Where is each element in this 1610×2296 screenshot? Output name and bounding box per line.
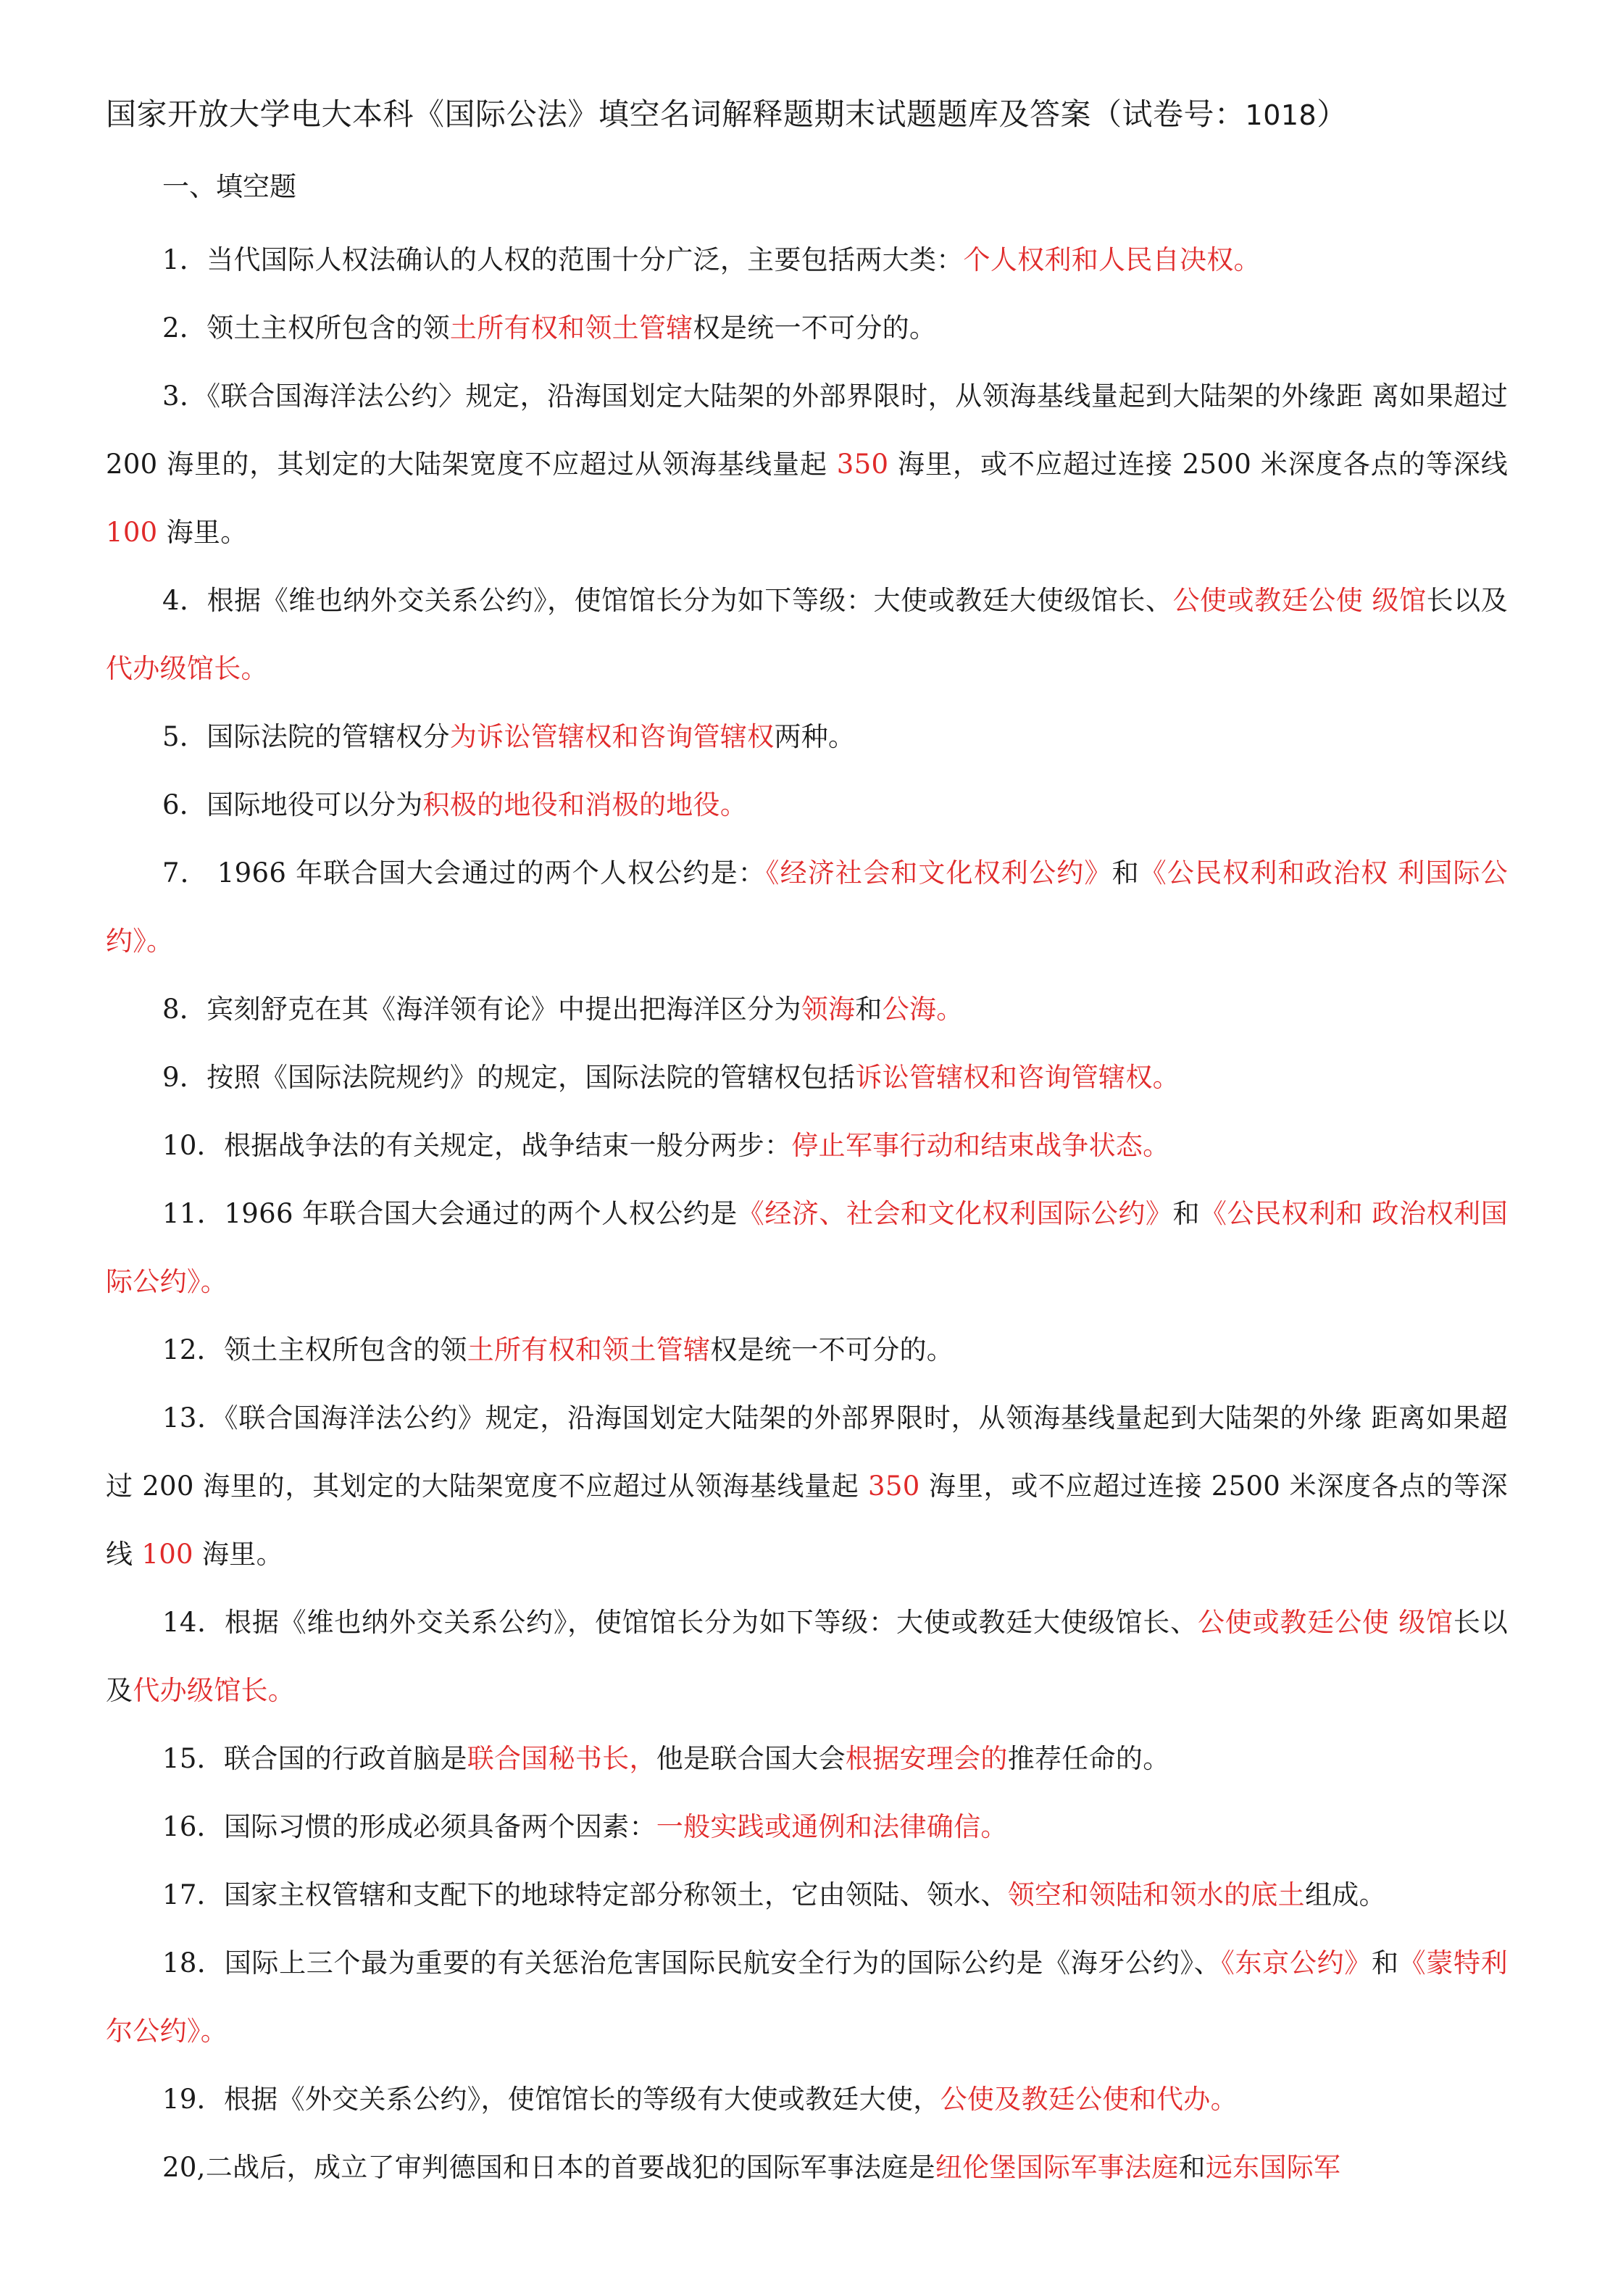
question-text: 他是联合国大会 xyxy=(656,1743,846,1774)
question-text: 和 xyxy=(1371,1947,1399,1979)
question-item xyxy=(106,1112,1508,1180)
question-text: 和 xyxy=(1172,1198,1200,1229)
question-item xyxy=(106,976,1508,1044)
question-item xyxy=(106,567,1508,703)
answer-text: 纽伦堡国际军事法庭 xyxy=(935,2152,1179,2183)
exam-number: 1018 xyxy=(1245,99,1317,131)
question-text: 18．国际上三个最为重要的有关惩治危害国际民航安全行为的国际公约是《海牙公约》、 xyxy=(162,1947,1222,1979)
answer-text: 350 xyxy=(836,449,889,480)
question-list xyxy=(106,226,1508,2202)
question-text: 12．领土主权所包含的领 xyxy=(162,1334,467,1365)
question-text: 17．国家主权管辖和支配下的地球特定部分称领土，它由领陆、领水、 xyxy=(162,1879,1008,1910)
answer-text: 公使或教廷公使 级馆 xyxy=(1172,585,1427,616)
question-item xyxy=(106,1044,1508,1112)
question-text: 长以及 xyxy=(106,1607,1508,1706)
question-item xyxy=(106,362,1508,567)
answer-text: 100 xyxy=(141,1539,193,1570)
question-text: 两种。 xyxy=(774,721,856,752)
answer-text: 公海。 xyxy=(882,994,964,1025)
answer-text: 土所有权和领土管辖 xyxy=(449,312,693,344)
answer-text: 根据安理会的 xyxy=(845,1743,1008,1774)
question-text: 16．国际习惯的形成必须具备两个因素： xyxy=(162,1811,656,1842)
question-text: 13．《联合国海洋法公约》规定，沿海国划定大陆架的外部界限时，从领海基线量起到大陆架的外缘 距离如果超过 200 海里的，其划定的大陆架宽度不应超过从领海基线量起 xyxy=(106,1402,1508,1502)
answer-text: 领空和领陆和领水的底土 xyxy=(1007,1879,1305,1910)
answer-text: 《蒙特利尔公约》。 xyxy=(106,1947,1508,2047)
question-text: 2．领土主权所包含的领 xyxy=(162,312,450,344)
question-item xyxy=(106,1180,1508,1316)
question-text: 6．国际地役可以分为 xyxy=(162,789,423,820)
question-text: 3．《联合国海洋法公约〉规定，沿海国划定大陆架的外部界限时，从领海基线量起到大陆架的外缘距 离如果超过 200 海里的，其划定的大陆架宽度不应超过从领海基线量起 xyxy=(106,380,1508,480)
answer-text: 公使或教廷公使 级馆 xyxy=(1197,1607,1453,1638)
answer-text: 《公民权利和政治权 利国际公约》。 xyxy=(106,857,1508,957)
question-text: 1．当代国际人权法确认的人权的范围十分广泛，主要包括两大类： xyxy=(162,244,964,275)
question-item xyxy=(106,1793,1508,1861)
question-text: 和 xyxy=(1111,857,1140,889)
answer-text: 公使及教廷公使和代办。 xyxy=(940,2084,1238,2115)
answer-text: 350 xyxy=(868,1471,920,1502)
answer-text: 诉讼管辖权和咨询管辖权。 xyxy=(855,1062,1180,1093)
question-text: 9．按照《国际法院规约》的规定，国际法院的管辖权包括 xyxy=(162,1062,856,1093)
question-item xyxy=(106,2134,1508,2202)
answer-text: 《经济社会和文化权利公约》 xyxy=(765,857,1112,889)
document-title xyxy=(106,93,1526,137)
question-text: 20,二战后，成立了审判德国和日本的首要战犯的国际军事法庭是 xyxy=(162,2152,935,2183)
answer-text: 代办级馆长。 xyxy=(106,653,268,684)
question-text: 权是统一不可分的。 xyxy=(710,1334,954,1365)
answer-text: 积极的地役和消极的地役。 xyxy=(422,789,748,820)
question-text: 11．1966 年联合国大会通过的两个人权公约是 xyxy=(162,1198,738,1229)
answer-text: 联合国秘书长， xyxy=(467,1743,656,1774)
question-item xyxy=(106,771,1508,839)
question-text: 10．根据战争法的有关规定，战争结束一般分两步： xyxy=(162,1130,792,1161)
question-item xyxy=(106,1384,1508,1589)
answer-text: 100 xyxy=(106,517,158,548)
answer-text: 远东国际军 xyxy=(1205,2152,1341,2183)
answer-text: 为诉讼管辖权和咨询管辖权 xyxy=(449,721,775,752)
answer-text: 《经济、社会和文化权利国际公约》 xyxy=(737,1198,1173,1229)
question-item xyxy=(106,294,1508,362)
answer-text: 一般实践或通例和法律确信。 xyxy=(656,1811,1008,1842)
question-text: 7． 1966 年联合国大会通过的两个人权公约是： xyxy=(162,857,766,889)
answer-text: 土所有权和领土管辖 xyxy=(467,1334,711,1365)
question-text: 和 xyxy=(1178,2152,1206,2183)
answer-text: 个人权利和人民自决权。 xyxy=(963,244,1261,275)
question-item xyxy=(106,1861,1508,1929)
question-text: 海里。 xyxy=(157,517,248,548)
question-text: 组成。 xyxy=(1305,1879,1386,1910)
section-heading: 一、填空题 xyxy=(162,171,296,202)
question-text: 海里。 xyxy=(193,1539,283,1570)
answer-text: 《公民权利和 政治权利国际公约》。 xyxy=(106,1198,1508,1297)
question-item xyxy=(106,839,1508,976)
question-text: 19．根据《外交关系公约》，使馆馆长的等级有大使或教廷大使， xyxy=(162,2084,940,2115)
question-text: 推荐任命的。 xyxy=(1007,1743,1170,1774)
question-text: 海里，或不应超过连接 2500 米深度各点的等深线 xyxy=(106,1471,1508,1570)
answer-text: 代办级馆长。 xyxy=(133,1675,296,1706)
question-item xyxy=(106,1316,1508,1384)
question-item xyxy=(106,1725,1508,1793)
question-text: 长以及 xyxy=(1426,585,1508,616)
question-text: 海里，或不应超过连接 2500 米深度各点的等深线 xyxy=(888,449,1509,480)
title-close: ） xyxy=(1317,96,1348,132)
question-text: 15．联合国的行政首脑是 xyxy=(162,1743,467,1774)
title-text: 国家开放大学电大本科《国际公法》填空名词解释题期末试题题库及答案（试卷号： xyxy=(106,96,1246,132)
question-text: 权是统一不可分的。 xyxy=(693,312,937,344)
question-text: 和 xyxy=(855,994,883,1025)
question-item xyxy=(106,703,1508,771)
answer-text: 领海 xyxy=(801,994,856,1025)
answer-text: 《东京公约》 xyxy=(1221,1947,1372,1979)
answer-text: 停止军事行动和结束战争状态。 xyxy=(791,1130,1170,1161)
question-item xyxy=(106,2066,1508,2134)
question-text: 5．国际法院的管辖权分 xyxy=(162,721,450,752)
question-item xyxy=(106,226,1508,294)
question-text: 4．根据《维也纳外交关系公约》，使馆馆长分为如下等级：大使或教廷大使级馆长、 xyxy=(162,585,1173,616)
question-item xyxy=(106,1929,1508,2066)
question-text: 8．宾刻舒克在其《海洋领有论》中提出把海洋区分为 xyxy=(162,994,801,1025)
question-text: 14．根据《维也纳外交关系公约》，使馆馆长分为如下等级：大使或教廷大使级馆长、 xyxy=(162,1607,1198,1638)
question-item xyxy=(106,1589,1508,1725)
